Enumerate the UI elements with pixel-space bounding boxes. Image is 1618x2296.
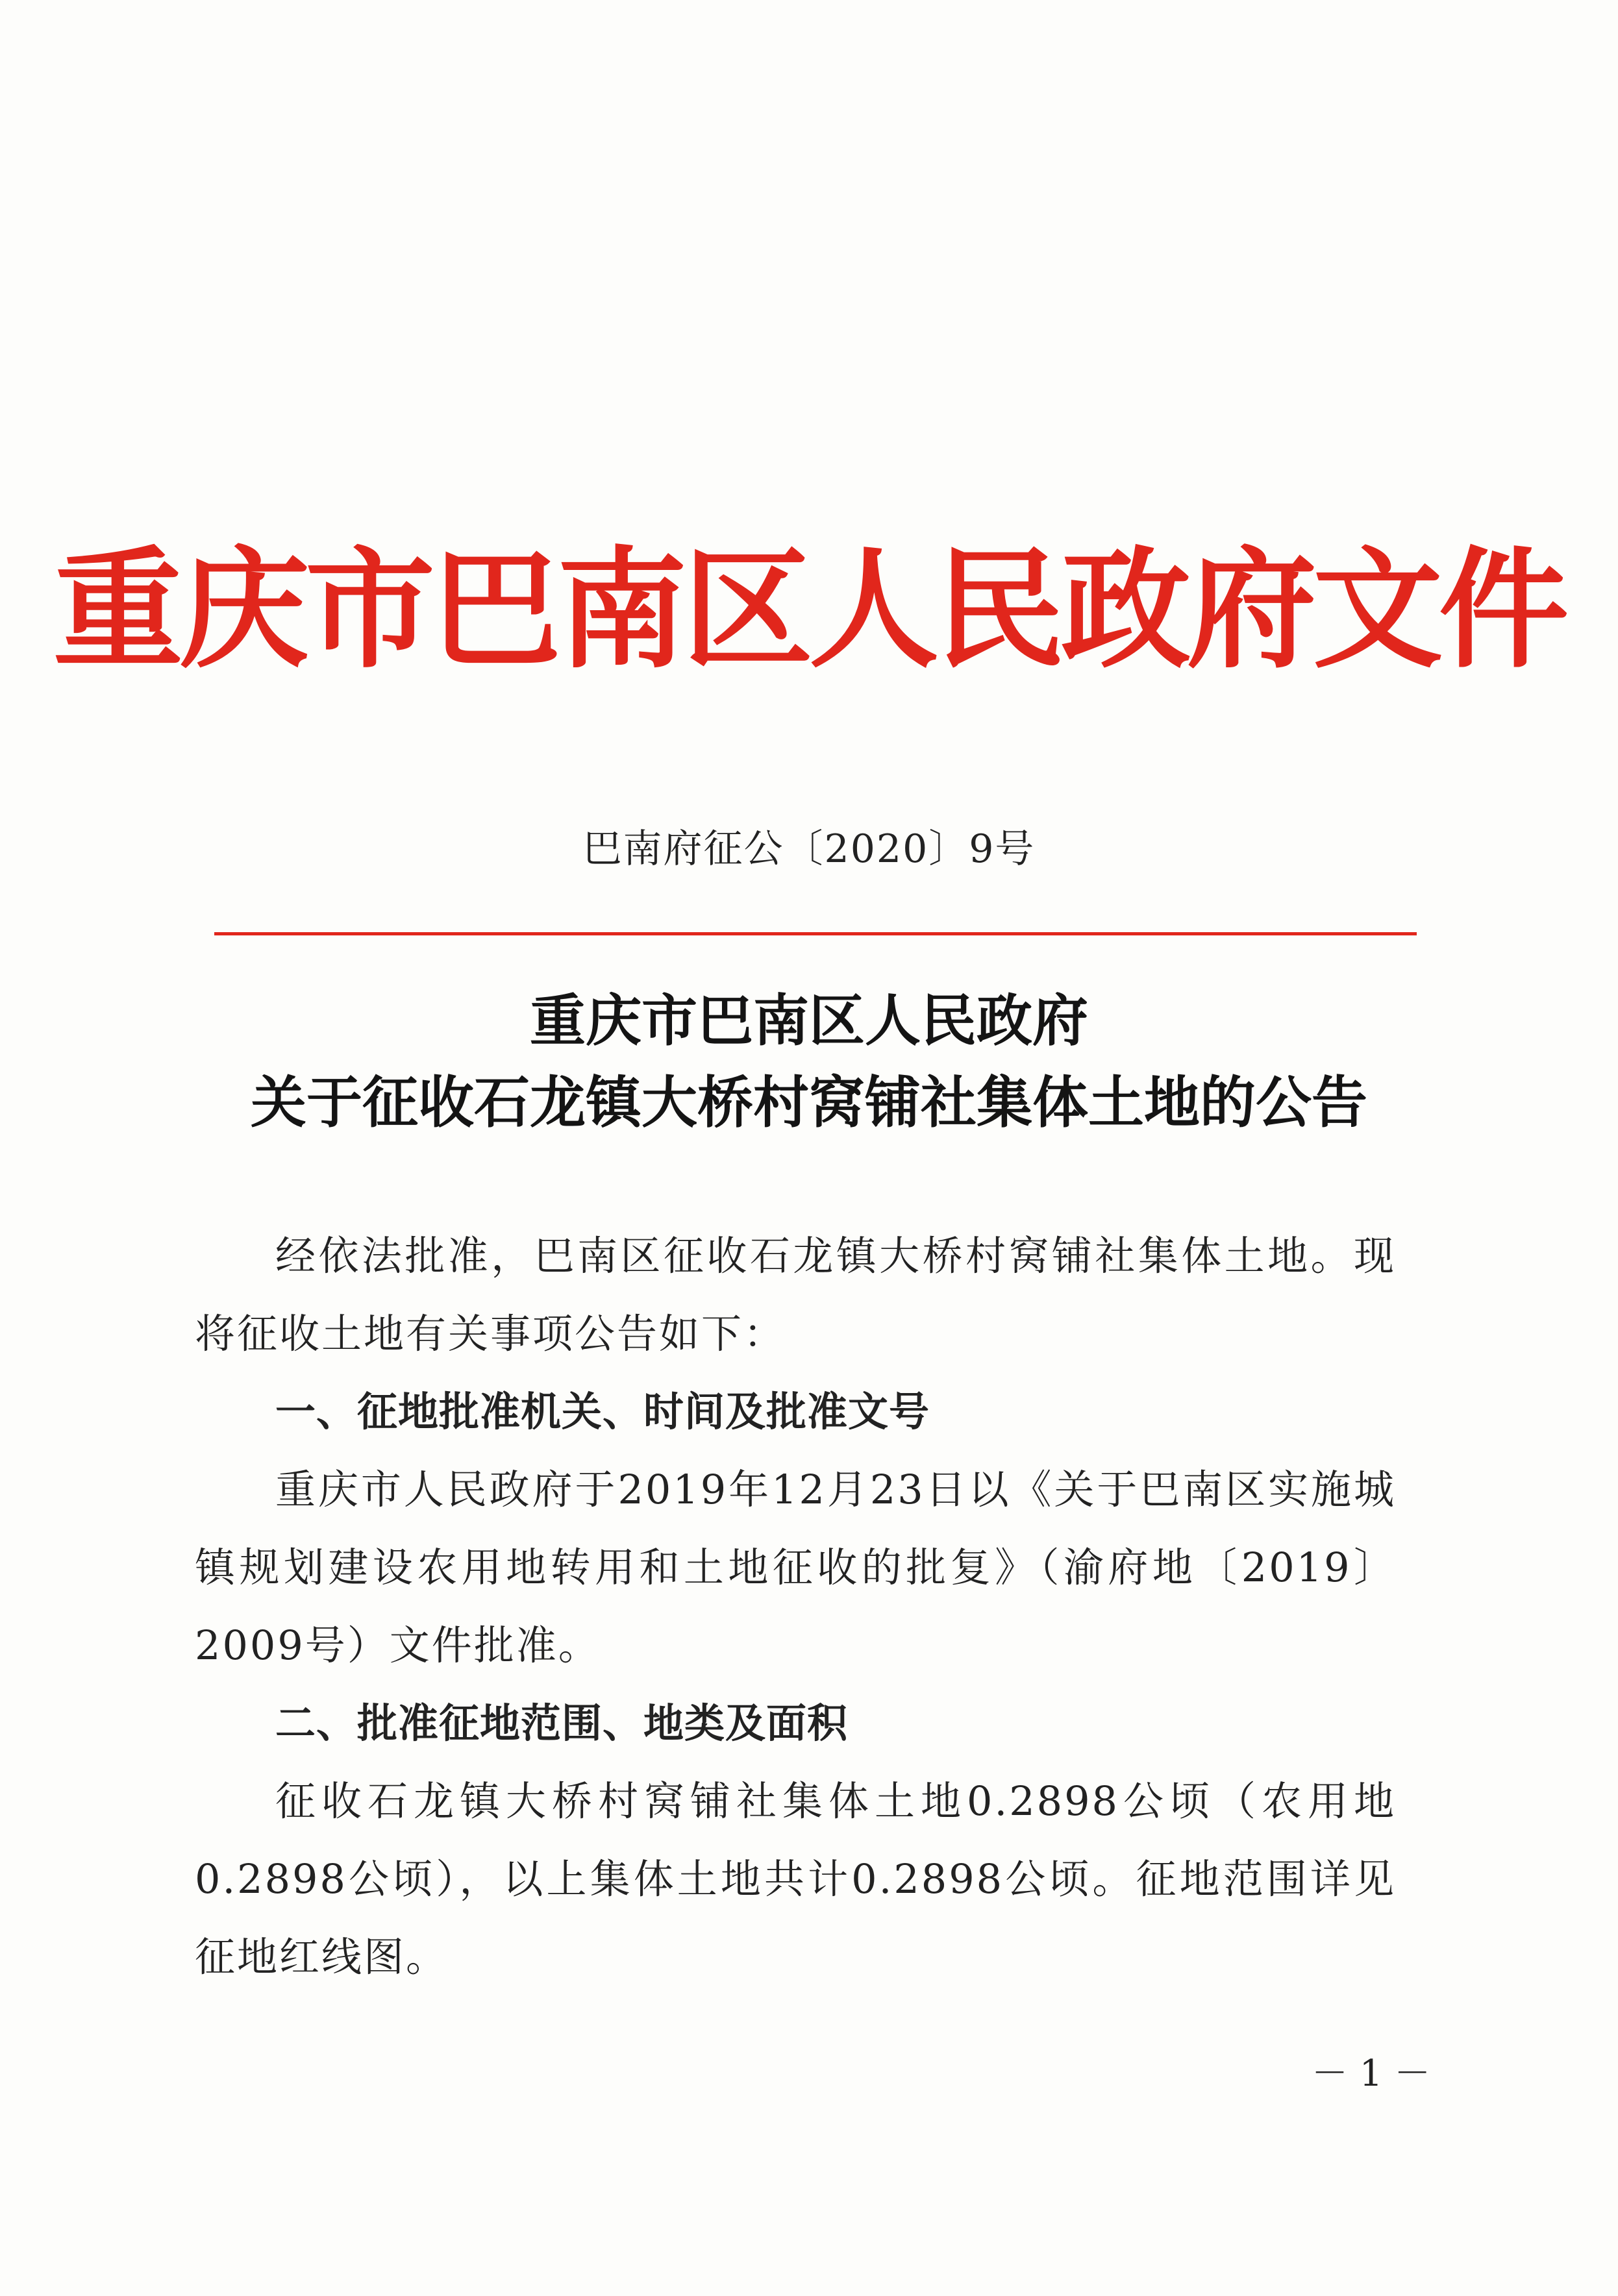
- page-number: － 1 －: [1312, 2053, 1431, 2095]
- document-title: [0, 980, 1618, 1144]
- section-2-paragraph: 征收石龙镇大桥村窝铺社集体土地0.2898公顷（农用地0.2898公顷），以上集体土地共计0.2898公顷。征地范围详见征地红线图。: [195, 1777, 1396, 1981]
- issuing-authority-header: 重庆市巴南区人民政府文件: [53, 534, 1565, 686]
- document-body: [195, 1217, 1396, 1996]
- intro-paragraph: 经依法批准，巴南区征收石龙镇大桥村窝铺社集体土地。现将征收土地有关事项公告如下：: [195, 1232, 1396, 1357]
- title-line-1: 重庆市巴南区人民政府: [530, 988, 1088, 1054]
- section-1-heading: 一、征地批准机关、时间及批准文号: [275, 1388, 930, 1435]
- title-line-2: 关于征收石龙镇大桥村窝铺社集体土地的公告: [251, 1070, 1367, 1135]
- red-divider-line: [214, 932, 1417, 935]
- section-1-paragraph: 重庆市人民政府于2019年12月23日以《关于巴南区实施城镇规划建设农用地转用和土地征收的批复》（渝府地〔2019〕2009号）文件批准。: [195, 1466, 1396, 1669]
- section-2-heading: 二、批准征地范围、地类及面积: [275, 1699, 849, 1747]
- document-number: 巴南府征公〔2020〕9号: [582, 826, 1036, 872]
